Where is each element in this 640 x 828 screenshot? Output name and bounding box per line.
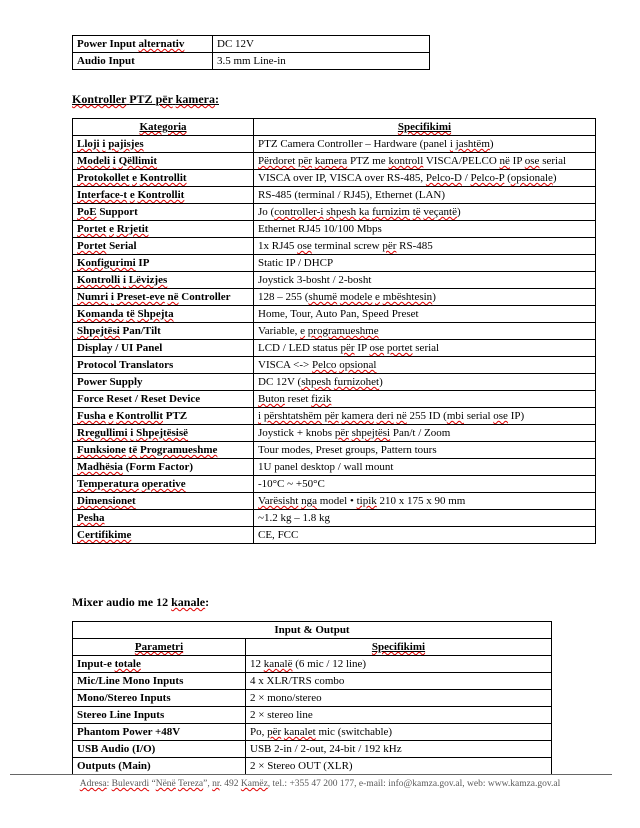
table-title-cell: Input & Output bbox=[73, 622, 552, 639]
misspelled-word: në bbox=[396, 410, 407, 422]
spec-label-cell: Stereo Line Inputs bbox=[73, 707, 246, 724]
misspelled-word: Preset-eve bbox=[116, 291, 165, 303]
misspelled-word: Interface-t bbox=[77, 189, 128, 201]
misspelled-word: Kontrolli bbox=[77, 274, 121, 286]
audio-mixer-spec-table bbox=[72, 621, 552, 775]
misspelled-word: furnizohet bbox=[333, 376, 380, 388]
misspelled-word: e bbox=[108, 410, 114, 422]
table-row bbox=[73, 238, 596, 255]
spec-value-cell: LCD / LED status për IP ose portet serial bbox=[254, 340, 596, 357]
spec-label-cell: Portet Serial bbox=[73, 238, 254, 255]
misspelled-word: për bbox=[334, 427, 349, 439]
column-header-label bbox=[372, 641, 425, 653]
table-row bbox=[73, 323, 596, 340]
column-header-cell bbox=[246, 639, 552, 656]
spec-label-cell: PoE Support bbox=[73, 204, 254, 221]
table-header-row bbox=[73, 119, 596, 136]
spec-value-cell: Ethernet RJ45 10/100 Mbps bbox=[254, 221, 596, 238]
spec-label-cell bbox=[73, 527, 254, 544]
spec-label-cell bbox=[73, 476, 254, 493]
spec-value-cell: 2 × stereo line bbox=[246, 707, 552, 724]
misspelled-word: kamera bbox=[175, 92, 215, 106]
table-row bbox=[73, 187, 596, 204]
spec-label-cell: Force Reset / Reset Device bbox=[73, 391, 254, 408]
column-header-cell bbox=[254, 119, 596, 136]
spec-value-cell: 2 × Stereo OUT (XLR) bbox=[246, 758, 552, 775]
table-row bbox=[73, 306, 596, 323]
misspelled-word: Programueshme bbox=[139, 444, 218, 456]
misspelled-word: Shpejtësi bbox=[77, 325, 120, 337]
column-header-label bbox=[398, 121, 451, 133]
table-row bbox=[73, 340, 596, 357]
misspelled-word: ose bbox=[369, 342, 385, 354]
spec-value-cell: Përdoret për kamera PTZ me kontroll VISCA/PELCO në IP ose serial bbox=[254, 153, 596, 170]
misspelled-word: Numri bbox=[77, 291, 109, 303]
misspelled-word: e bbox=[300, 325, 306, 337]
misspelled-word: Lloji bbox=[77, 138, 100, 150]
misspelled-word: i bbox=[112, 155, 116, 167]
spec-value-cell: -10°C ~ +50°C bbox=[254, 476, 596, 493]
misspelled-word: i bbox=[110, 291, 114, 303]
spec-value-cell: Home, Tour, Auto Pan, Speed Preset bbox=[254, 306, 596, 323]
misspelled-word: nr bbox=[212, 779, 220, 789]
spec-value-cell: 1x RJ45 ose terminal screw për RS-485 bbox=[254, 238, 596, 255]
spec-value-cell: 3.5 mm Line-in bbox=[213, 53, 430, 70]
misspelled-word: jashtëm bbox=[455, 138, 490, 150]
spec-value-cell: 2 × mono/stereo bbox=[246, 690, 552, 707]
misspelled-word: Kontrollit bbox=[137, 189, 185, 201]
table-row bbox=[73, 289, 596, 306]
table-row bbox=[73, 153, 596, 170]
table-row bbox=[73, 673, 552, 690]
misspelled-word: në bbox=[167, 291, 179, 303]
misspelled-word: nga bbox=[301, 495, 317, 507]
misspelled-word: Funksione bbox=[77, 444, 126, 456]
misspelled-word: shpesh bbox=[301, 376, 332, 388]
misspelled-word: Komanda bbox=[77, 308, 124, 320]
misspelled-word: Pelco bbox=[311, 359, 337, 371]
column-header-label bbox=[135, 641, 183, 653]
column-header-cell bbox=[73, 639, 246, 656]
table-row bbox=[73, 707, 552, 724]
table-row bbox=[73, 741, 552, 758]
spec-value-cell: RS-485 (terminal / RJ45), Ethernet (LAN) bbox=[254, 187, 596, 204]
misspelled-word: modele bbox=[339, 291, 373, 303]
misspelled-word: e bbox=[375, 291, 380, 303]
spec-label-cell bbox=[73, 493, 254, 510]
spec-label-cell: Madhësia (Form Factor) bbox=[73, 459, 254, 476]
table-row bbox=[73, 442, 596, 459]
table-row bbox=[73, 408, 596, 425]
spec-value-cell: Varësisht nga model • tipik 210 x 175 x 90 mm bbox=[254, 493, 596, 510]
misspelled-word: kanalë bbox=[263, 658, 293, 670]
misspelled-word: Tereza bbox=[177, 779, 204, 789]
spec-value-cell: Joystick + knobs për shpejtësi Pan/t / Zoom bbox=[254, 425, 596, 442]
spec-value-cell: Joystick 3-bosht / 2-bosht bbox=[254, 272, 596, 289]
spec-value-cell: 12 kanalë (6 mic / 12 line) bbox=[246, 656, 552, 673]
misspelled-word: Kontroller bbox=[72, 92, 127, 106]
spec-label-cell: Mono/Stereo Inputs bbox=[73, 690, 246, 707]
misspelled-word: Certifikime bbox=[77, 529, 132, 541]
table-row bbox=[73, 272, 596, 289]
misspelled-word: përshtatshëm bbox=[263, 410, 322, 422]
spec-label-cell: Phantom Power +48V bbox=[73, 724, 246, 741]
table-row bbox=[73, 493, 596, 510]
misspelled-word: për bbox=[382, 240, 397, 252]
misspelled-word: Shpejtësisë bbox=[136, 427, 189, 439]
misspelled-word: PoE bbox=[77, 206, 97, 218]
misspelled-word: Portet bbox=[77, 240, 107, 252]
spec-value-cell: Tour modes, Preset groups, Pattern tours bbox=[254, 442, 596, 459]
misspelled-word: kanale bbox=[171, 595, 206, 609]
spec-value-cell: DC 12V (shpesh furnizohet) bbox=[254, 374, 596, 391]
spec-value-cell: Variable, e programueshme bbox=[254, 323, 596, 340]
table-row bbox=[73, 357, 596, 374]
misspelled-word: Kamëz bbox=[240, 779, 268, 789]
misspelled-word: programueshme bbox=[307, 325, 379, 337]
misspelled-word: controller-i bbox=[274, 206, 324, 218]
misspelled-word: veçantë bbox=[423, 206, 457, 218]
spec-label-cell: Konfigurimi IP bbox=[73, 255, 254, 272]
misspelled-word: për bbox=[267, 726, 282, 738]
misspelled-word: për bbox=[324, 410, 339, 422]
misspelled-word: Portet bbox=[77, 223, 107, 235]
spec-label-cell: Shpejtësi Pan/Tilt bbox=[73, 323, 254, 340]
misspelled-word: mbështesin bbox=[382, 291, 433, 303]
misspelled-word: e bbox=[129, 189, 135, 201]
misspelled-word: Pesha bbox=[77, 512, 105, 524]
spec-label-cell bbox=[73, 510, 254, 527]
spec-value-cell: PTZ Camera Controller – Hardware (panel i jashtëm) bbox=[254, 136, 596, 153]
spec-value-cell: Jo (controller-i shpesh ka furnizim të veçantë) bbox=[254, 204, 596, 221]
table-row bbox=[73, 391, 596, 408]
table-row bbox=[73, 374, 596, 391]
spec-label-cell: Audio Input bbox=[73, 53, 213, 70]
misspelled-word: Lëvizjes bbox=[128, 274, 168, 286]
misspelled-word: ose bbox=[297, 240, 312, 252]
misspelled-word: për bbox=[298, 155, 313, 167]
misspelled-word: Pelco-P bbox=[470, 172, 505, 184]
misspelled-word: tipik bbox=[356, 495, 377, 507]
ptz-controller-spec-table bbox=[72, 118, 596, 544]
spec-value-cell: 4 x XLR/TRS combo bbox=[246, 673, 552, 690]
misspelled-word: ka bbox=[358, 206, 370, 218]
table-row bbox=[73, 476, 596, 493]
table-row bbox=[73, 204, 596, 221]
table-row bbox=[73, 136, 596, 153]
spec-label-cell bbox=[73, 272, 254, 289]
table-row bbox=[73, 221, 596, 238]
table-row bbox=[73, 527, 596, 544]
misspelled-word: Kontrollit bbox=[116, 410, 163, 422]
spec-value-cell: VISCA <-> Pelco opsional bbox=[254, 357, 596, 374]
spec-label-cell bbox=[73, 425, 254, 442]
table-row bbox=[73, 724, 552, 741]
misspelled-word: të bbox=[412, 206, 421, 218]
misspelled-word: i bbox=[449, 138, 453, 150]
spec-label-cell: Mic/Line Mono Inputs bbox=[73, 673, 246, 690]
misspelled-word: ose bbox=[493, 410, 508, 422]
misspelled-word: operative bbox=[141, 478, 186, 490]
misspelled-word: Përdoret bbox=[258, 155, 296, 167]
table-row bbox=[73, 170, 596, 187]
table-row bbox=[73, 758, 552, 775]
misspelled-word: Buton bbox=[258, 393, 285, 405]
misspelled-word: kamera bbox=[314, 155, 348, 167]
spec-label-cell bbox=[73, 306, 254, 323]
spec-label-cell: Numri i Preset-eve në Controller bbox=[73, 289, 254, 306]
misspelled-word: mbi bbox=[446, 410, 464, 422]
spec-value-cell: Buton reset fizik bbox=[254, 391, 596, 408]
misspelled-word: Madhësia bbox=[77, 461, 123, 473]
spec-value-cell: Po, për kanalet mic (switchable) bbox=[246, 724, 552, 741]
misspelled-word: për bbox=[340, 342, 355, 354]
spec-value-cell: DC 12V bbox=[213, 36, 430, 53]
footer-rule bbox=[10, 774, 612, 775]
misspelled-word: Specifikimi bbox=[397, 121, 452, 133]
spec-value-cell: CE, FCC bbox=[254, 527, 596, 544]
misspelled-word: kontroll bbox=[388, 155, 424, 167]
spec-value-cell: i përshtatshëm për kamera deri në 255 ID (mbi serial ose IP) bbox=[254, 408, 596, 425]
spec-label-cell: Fusha e Kontrollit PTZ bbox=[73, 408, 254, 425]
table-row bbox=[73, 656, 552, 673]
spec-value-cell: Static IP / DHCP bbox=[254, 255, 596, 272]
column-header-cell bbox=[73, 119, 254, 136]
misspelled-word: i bbox=[122, 274, 127, 286]
spec-label-cell bbox=[73, 187, 254, 204]
misspelled-word: shpejtësi bbox=[351, 427, 391, 439]
spec-label-cell: Power Input alternativ bbox=[73, 36, 213, 53]
spec-value-cell: 128 – 255 (shumë modele e mbështesin) bbox=[254, 289, 596, 306]
spec-label-cell bbox=[73, 221, 254, 238]
spec-label-cell: Power Supply bbox=[73, 374, 254, 391]
misspelled-word: Dimensionet bbox=[77, 495, 136, 507]
misspelled-word: portet bbox=[386, 342, 413, 354]
misspelled-word: shumë bbox=[308, 291, 338, 303]
table-header-row bbox=[73, 639, 552, 656]
misspelled-word: Kontrollit bbox=[139, 172, 187, 184]
misspelled-word: deri bbox=[376, 410, 394, 422]
misspelled-word: kamera bbox=[341, 410, 374, 422]
misspelled-word: Shpejta bbox=[137, 308, 174, 320]
spec-label-cell: USB Audio (I/O) bbox=[73, 741, 246, 758]
column-header-label bbox=[139, 121, 186, 133]
spec-label-cell bbox=[73, 442, 254, 459]
misspelled-word: Adresa bbox=[79, 779, 107, 789]
spec-label-cell bbox=[73, 153, 254, 170]
ptz-controller-heading: Kontroller PTZ për kamera: bbox=[72, 92, 219, 106]
misspelled-word: Nënë bbox=[155, 779, 176, 789]
misspelled-word: Fusha bbox=[77, 410, 106, 422]
misspelled-word: në bbox=[499, 155, 510, 167]
misspelled-word: e bbox=[132, 172, 137, 184]
spec-label-cell: Display / UI Panel bbox=[73, 340, 254, 357]
misspelled-word: totale bbox=[114, 658, 141, 670]
misspelled-word: alternativ bbox=[138, 38, 185, 50]
table-row bbox=[73, 53, 430, 70]
misspelled-word: Konfigurimi bbox=[77, 257, 136, 269]
spec-label-cell: Outputs (Main) bbox=[73, 758, 246, 775]
misspelled-word: të bbox=[126, 308, 135, 320]
misspelled-word: fizik bbox=[311, 393, 332, 405]
misspelled-word: furnizim bbox=[372, 206, 410, 218]
misspelled-word: Bulevardi bbox=[111, 779, 150, 789]
misspelled-word: të bbox=[128, 444, 138, 456]
audio-mixer-heading: Mixer audio me 12 kanale: bbox=[72, 595, 210, 609]
misspelled-word: për bbox=[155, 92, 173, 106]
misspelled-word: e bbox=[109, 223, 114, 235]
table-row bbox=[73, 36, 430, 53]
spec-label-cell: Protocol Translators bbox=[73, 357, 254, 374]
misspelled-word: Varësisht bbox=[258, 495, 299, 507]
misspelled-word: Rrjetit bbox=[116, 223, 149, 235]
misspelled-word: Kategoria bbox=[139, 121, 187, 133]
misspelled-word: shpesh bbox=[326, 206, 357, 218]
table-row bbox=[73, 425, 596, 442]
misspelled-word: ose bbox=[524, 155, 540, 167]
footer-address: Adresa: Bulevardi “Nënë Tereza”, nr. 492 Kamëz, tel.: +355 47 200 177, e-mail: info@kamza.gov.al, web: www.kamza.gov.al bbox=[79, 779, 561, 789]
spec-label-cell: Input-e totale bbox=[73, 656, 246, 673]
table-row bbox=[73, 459, 596, 476]
misspelled-word: i bbox=[258, 410, 262, 422]
spec-label-cell bbox=[73, 170, 254, 187]
table-row bbox=[73, 255, 596, 272]
misspelled-word: Protokollet bbox=[77, 172, 130, 184]
power-audio-spec-table bbox=[72, 35, 430, 70]
misspelled-word: Qëllimit bbox=[118, 155, 158, 167]
misspelled-word: Parametri bbox=[134, 641, 184, 653]
misspelled-word: opsionale bbox=[510, 172, 553, 184]
spec-value-cell: ~1.2 kg – 1.8 kg bbox=[254, 510, 596, 527]
misspelled-word: Rregullimi bbox=[77, 427, 128, 439]
misspelled-word: i bbox=[102, 138, 106, 150]
spec-value-cell: USB 2-in / 2-out, 24-bit / 192 kHz bbox=[246, 741, 552, 758]
spec-label-cell bbox=[73, 136, 254, 153]
misspelled-word: pajisjes bbox=[108, 138, 144, 150]
table-row bbox=[73, 510, 596, 527]
table-title-row bbox=[73, 622, 552, 639]
misspelled-word: kanalet bbox=[283, 726, 316, 738]
misspelled-word: opsional bbox=[339, 359, 377, 371]
misspelled-word: Specifikimi bbox=[371, 641, 426, 653]
misspelled-word: Pelco-D bbox=[425, 172, 462, 184]
misspelled-word: Modeli bbox=[77, 155, 110, 167]
misspelled-word: Temperatura bbox=[77, 478, 139, 490]
table-row bbox=[73, 690, 552, 707]
spec-value-cell: VISCA over IP, VISCA over RS-485, Pelco-D / Pelco-P (opsionale) bbox=[254, 170, 596, 187]
spec-value-cell: 1U panel desktop / wall mount bbox=[254, 459, 596, 476]
misspelled-word: i bbox=[130, 427, 134, 439]
